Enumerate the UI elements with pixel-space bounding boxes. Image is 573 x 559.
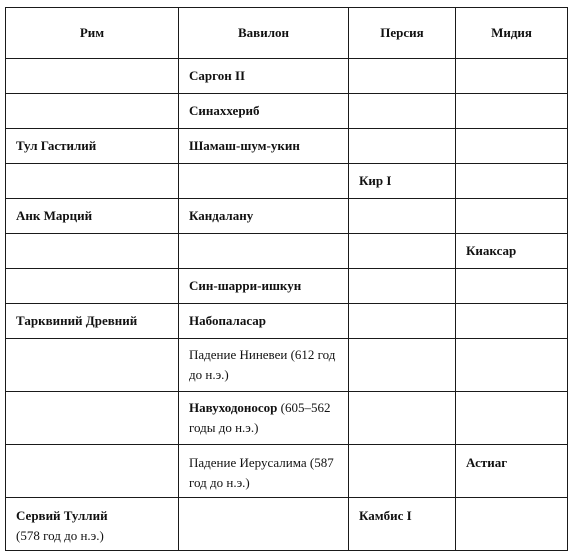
- cell-media: [456, 164, 568, 199]
- header-persia: Персия: [349, 8, 456, 59]
- cell-rome: [6, 445, 179, 498]
- cell-rome: [6, 164, 179, 199]
- cell-media: [456, 129, 568, 164]
- cell-persia: [349, 339, 456, 392]
- cell-babylon-dates: (605–562 годы до н.э.): [189, 400, 331, 435]
- cell-babylon: [179, 164, 349, 199]
- table-row: [6, 269, 568, 304]
- cell-persia: [349, 392, 456, 445]
- cell-babylon: Падение Иерусалима (587 год до н.э.): [179, 445, 349, 498]
- table-row: [6, 392, 568, 445]
- cell-babylon: [179, 392, 349, 445]
- table-row: [6, 199, 568, 234]
- cell-babylon-ruler: Навуходоносор: [189, 400, 278, 415]
- table-row: [6, 304, 568, 339]
- cell-rome: [6, 269, 179, 304]
- cell-persia: Камбис I: [349, 498, 456, 551]
- cell-media: [456, 339, 568, 392]
- cell-babylon: Набопаласар: [179, 304, 349, 339]
- header-row: [6, 8, 568, 59]
- cell-rome: [6, 339, 179, 392]
- cell-rome: [6, 234, 179, 269]
- cell-babylon: Син-шарри-ишкун: [179, 269, 349, 304]
- cell-babylon: Саргон II: [179, 59, 349, 94]
- table-row: [6, 59, 568, 94]
- cell-rome: [6, 498, 179, 551]
- cell-babylon: Шамаш-шум-укин: [179, 129, 349, 164]
- header-media: Мидия: [456, 8, 568, 59]
- cell-rome: Тул Гастилий: [6, 129, 179, 164]
- cell-rome: [6, 59, 179, 94]
- cell-rome: Анк Марций: [6, 199, 179, 234]
- table-row: [6, 129, 568, 164]
- cell-media: [456, 94, 568, 129]
- table-row: [6, 94, 568, 129]
- header-rome: Рим: [6, 8, 179, 59]
- cell-media: Киаксар: [456, 234, 568, 269]
- cell-rome-dates: (578 год до н.э.): [16, 528, 104, 543]
- table-row: [6, 234, 568, 269]
- table-row: [6, 164, 568, 199]
- cell-media: [456, 269, 568, 304]
- cell-babylon: Кандалану: [179, 199, 349, 234]
- cell-persia: Кир I: [349, 164, 456, 199]
- cell-persia: [349, 129, 456, 164]
- cell-babylon: Падение Ниневеи (612 год до н.э.): [179, 339, 349, 392]
- cell-media: [456, 304, 568, 339]
- table-row: [6, 339, 568, 392]
- cell-media: [456, 199, 568, 234]
- cell-persia: [349, 94, 456, 129]
- table-row: [6, 445, 568, 498]
- cell-rome: Тарквиний Древний: [6, 304, 179, 339]
- chronology-table: [5, 7, 568, 551]
- cell-babylon: Синаххериб: [179, 94, 349, 129]
- cell-rome: [6, 392, 179, 445]
- cell-persia: [349, 199, 456, 234]
- cell-babylon: [179, 234, 349, 269]
- cell-rome: [6, 94, 179, 129]
- table-row: [6, 498, 568, 551]
- cell-babylon: [179, 498, 349, 551]
- cell-persia: [349, 59, 456, 94]
- cell-media: Астиаг: [456, 445, 568, 498]
- cell-persia: [349, 234, 456, 269]
- cell-persia: [349, 304, 456, 339]
- cell-rome-ruler: Сервий Туллий: [16, 508, 108, 523]
- cell-media: [456, 59, 568, 94]
- cell-media: [456, 392, 568, 445]
- cell-persia: [349, 269, 456, 304]
- header-babylon: Вавилон: [179, 8, 349, 59]
- cell-persia: [349, 445, 456, 498]
- cell-media: [456, 498, 568, 551]
